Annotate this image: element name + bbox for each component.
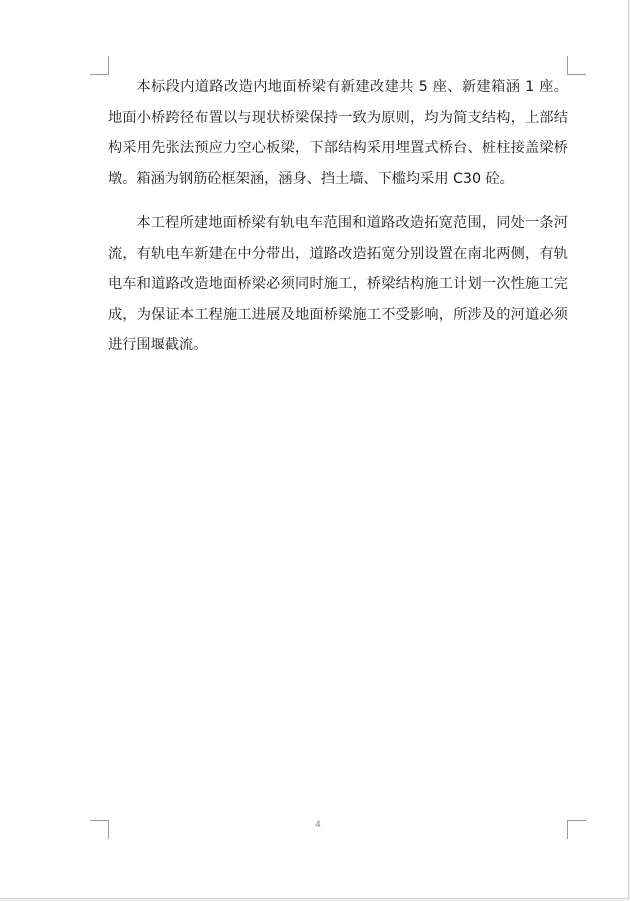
margin-mark-top-right bbox=[567, 56, 586, 75]
paragraph-2: 本工程所建地面桥梁有轨电车范围和道路改造拓宽范围，同处一条河流，有轨电车新建在中分带出，道路改造拓宽分别设置在南北两侧，有轨电车和道路改造地面桥梁必须同时施工，桥梁结构施工计划一次性施工完成，为保证本工程施工进展及地面桥梁施工不受影响，所涉及的河道必须进行围堰截流。 bbox=[108, 215, 568, 353]
document-body bbox=[108, 72, 568, 361]
margin-mark-bottom-left bbox=[90, 820, 109, 839]
page-number: 4 bbox=[315, 820, 321, 830]
paragraph-1: 本标段内道路改造内地面桥梁有新建改建共 5 座、新建箱涵 1 座。地面小桥跨径布置以与现状桥梁保持一致为原则，均为简支结构，上部结构采用先张法预应力空心板梁，下部结构采用埋置式桥台、桩柱接盖梁桥墩。箱涵为钢筋砼框架涵，涵身、挡土墙、下槛均采用 C30 砼。 bbox=[108, 79, 568, 187]
margin-mark-top-left bbox=[90, 56, 109, 75]
margin-mark-bottom-right bbox=[567, 820, 586, 839]
